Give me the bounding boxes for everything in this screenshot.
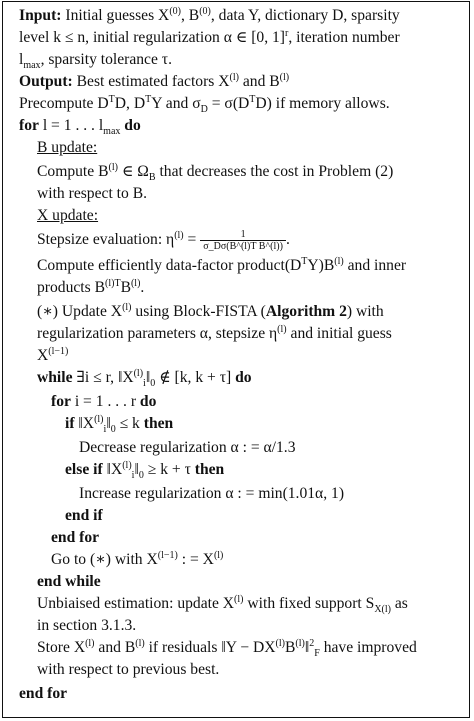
fraction-numerator: 1 <box>200 229 286 241</box>
superscript: (l) <box>295 637 305 649</box>
line-text: ‖X <box>74 415 95 432</box>
line-text: as <box>390 595 408 612</box>
superscript: (l) <box>108 161 118 173</box>
line-text: i = 1 . . . r <box>70 393 140 410</box>
line-text: Compute efficiently data-factor product(D <box>37 257 302 274</box>
line-text: Precompute D <box>19 95 109 112</box>
line-text: ‖ <box>145 369 151 386</box>
keyword: while <box>37 369 73 386</box>
superscript: (l)T <box>105 277 121 289</box>
line-text: Increase regularization α : = min(1.01α, 1) <box>79 485 345 502</box>
subscript: i <box>131 470 135 482</box>
algorithm-line <box>19 93 390 115</box>
superscript: T <box>145 93 152 105</box>
algorithm-line <box>19 683 67 705</box>
line-text: ∃i ≤ r, ‖X <box>72 369 134 386</box>
subscript: 0 <box>110 424 116 436</box>
keyword: else if <box>65 461 103 478</box>
superscript: (l) <box>174 229 184 241</box>
line-text: and inner <box>343 257 407 274</box>
line-text: Decrease regularization α : = α/1.3 <box>79 439 296 456</box>
line-text: : = X <box>177 551 214 568</box>
line-text: = <box>183 231 201 249</box>
algorithm-line <box>37 637 417 659</box>
algorithm-line <box>79 437 296 459</box>
superscript: (l) <box>213 549 224 561</box>
line-text: Store X <box>37 639 86 656</box>
algorithm-line <box>19 71 289 93</box>
superscript: (l) <box>133 367 144 379</box>
superscript: 2 <box>309 637 315 649</box>
line-text: , data Y, dictionary D, sparsity <box>210 7 400 24</box>
keyword: do <box>235 369 252 386</box>
line-text: ≥ k + τ <box>143 461 195 478</box>
algorithm-box <box>2 1 470 718</box>
algorithm-line <box>37 255 406 277</box>
line-text: ‖ <box>134 461 139 478</box>
superscript: (l) <box>85 637 95 649</box>
line-text: . <box>140 279 145 296</box>
line-text: Initial guesses X <box>61 7 170 24</box>
keyword: end for <box>19 685 68 702</box>
superscript: (l) <box>122 459 132 471</box>
superscript: (l) <box>122 301 132 313</box>
line-text: Compute B <box>37 163 109 180</box>
superscript: (l−1) <box>48 345 69 357</box>
algorithm-line <box>37 659 219 681</box>
line-text: Best estimated factors X <box>72 73 230 90</box>
algorithm-line <box>65 505 103 527</box>
subscript: max <box>23 60 41 72</box>
line-text: Y and σ <box>151 95 201 112</box>
line-text: Unbiaised estimation: update X <box>37 595 235 612</box>
line-text: B update: <box>37 139 98 156</box>
subscript: 0 <box>150 378 156 390</box>
line-text: with respect to B. <box>37 185 148 202</box>
algorithm-line <box>37 323 392 345</box>
subscript: max <box>103 126 121 138</box>
algorithm-line <box>51 549 223 571</box>
line-text: regularization parameters α, stepsize η <box>37 325 278 342</box>
superscript: (l) <box>94 413 104 425</box>
algorithm-line <box>19 49 172 71</box>
line-text: . <box>285 231 290 249</box>
keyword: for <box>19 117 39 134</box>
line-text: , B <box>181 7 200 24</box>
superscript: (l) <box>229 71 239 83</box>
algorithm-line <box>19 115 141 137</box>
line-text: ≤ k <box>115 415 144 432</box>
line-text: that decreases the cost in Problem (2) <box>155 163 394 180</box>
superscript: (l) <box>277 323 287 335</box>
superscript: (0) <box>169 5 181 17</box>
superscript: (l−1) <box>157 549 178 561</box>
algorithm-line <box>79 483 344 505</box>
algorithm-line <box>37 615 136 637</box>
line-text: X <box>37 347 49 364</box>
subscript: B <box>148 172 156 184</box>
algorithm-line <box>65 413 173 435</box>
algorithm-line <box>37 229 290 252</box>
line-text: and B <box>238 73 280 90</box>
line-text: ‖ <box>304 639 310 656</box>
keyword: then <box>194 461 225 478</box>
keyword: Algorithm 2 <box>265 303 347 320</box>
superscript: T <box>108 93 115 105</box>
keyword: end if <box>65 507 103 524</box>
fraction-denominator: σ_Dσ(B^(l)T B^(l)) <box>203 241 283 252</box>
line-text: Y)B <box>307 257 335 274</box>
keyword: do <box>139 393 157 410</box>
algorithm-line <box>19 27 400 49</box>
algorithm-line <box>51 527 99 549</box>
algorithm-line <box>37 277 144 299</box>
superscript: (l) <box>130 277 141 289</box>
line-text: D, D <box>114 95 146 112</box>
line-text: Go to (∗) with X <box>51 551 158 568</box>
keyword: for <box>51 393 71 410</box>
superscript: (l) <box>135 637 145 649</box>
algorithm-line <box>37 301 384 323</box>
line-text: with fixed support S <box>243 595 375 612</box>
superscript: (0) <box>199 5 211 17</box>
line-text: B <box>284 639 296 656</box>
line-text: , sparsity tolerance τ. <box>40 51 172 68</box>
line-text: D) if memory allows. <box>255 95 390 112</box>
line-text: level k ≤ n, initial regularization α ∈ [0, 1] <box>19 29 285 46</box>
subscript: i <box>143 378 146 390</box>
line-text: have improved <box>319 639 417 656</box>
algorithm-line <box>37 367 252 389</box>
keyword: then <box>143 415 174 432</box>
keyword: Output: <box>19 73 73 90</box>
line-text: with respect to previous best. <box>37 661 220 678</box>
line-text: Stepsize evaluation: η <box>37 231 175 249</box>
line-text: ∈ Ω <box>117 163 149 180</box>
superscript: T <box>249 93 256 105</box>
subscript: i <box>103 424 107 436</box>
keyword: do <box>124 117 141 134</box>
keyword: end while <box>37 573 101 590</box>
superscript: (l) <box>275 637 285 649</box>
algorithm-line <box>19 5 400 27</box>
algorithm-line <box>51 391 156 413</box>
subscript: F <box>314 648 320 660</box>
subscript: 0 <box>138 470 144 482</box>
algorithm-line <box>37 161 393 183</box>
line-text: , iteration number <box>288 29 400 46</box>
line-text: = σ(D <box>207 95 250 112</box>
superscript: T <box>301 255 308 267</box>
algorithm-line <box>37 345 68 367</box>
line-text: ∉ [k, k + τ] <box>155 369 236 386</box>
line-text: ‖X <box>102 461 123 478</box>
line-text: and B <box>94 639 136 656</box>
superscript: (l) <box>334 255 344 267</box>
algorithm-line <box>37 571 101 593</box>
line-text: l = 1 . . . l <box>38 117 104 134</box>
line-text: products B <box>37 279 106 296</box>
line-text: (∗) Update X <box>37 303 123 320</box>
superscript: (l) <box>234 593 244 605</box>
line-text: if residuals ‖Y − DX <box>144 639 276 656</box>
stepsize-fraction <box>200 229 286 252</box>
keyword: Input: <box>19 7 62 24</box>
keyword: if <box>65 415 75 432</box>
subscript: X(l) <box>374 604 391 616</box>
line-text: in section 3.1.3. <box>37 617 137 634</box>
line-text: using Block-FISTA ( <box>131 303 266 320</box>
subscript: D <box>200 104 208 116</box>
superscript: r <box>285 27 289 39</box>
algorithm-line <box>37 593 408 615</box>
algorithm-line <box>37 183 147 205</box>
line-text: B <box>120 279 131 296</box>
line-text: X update: <box>37 207 99 224</box>
algorithm-line <box>37 205 98 227</box>
line-text: l <box>19 51 24 68</box>
line-text: ‖ <box>106 415 111 432</box>
superscript: (l) <box>279 71 290 83</box>
algorithm-line <box>37 137 97 159</box>
keyword: end for <box>51 529 100 546</box>
algorithm-line <box>65 459 224 481</box>
line-text: and initial guess <box>286 325 392 342</box>
line-text: ) with <box>346 303 384 320</box>
